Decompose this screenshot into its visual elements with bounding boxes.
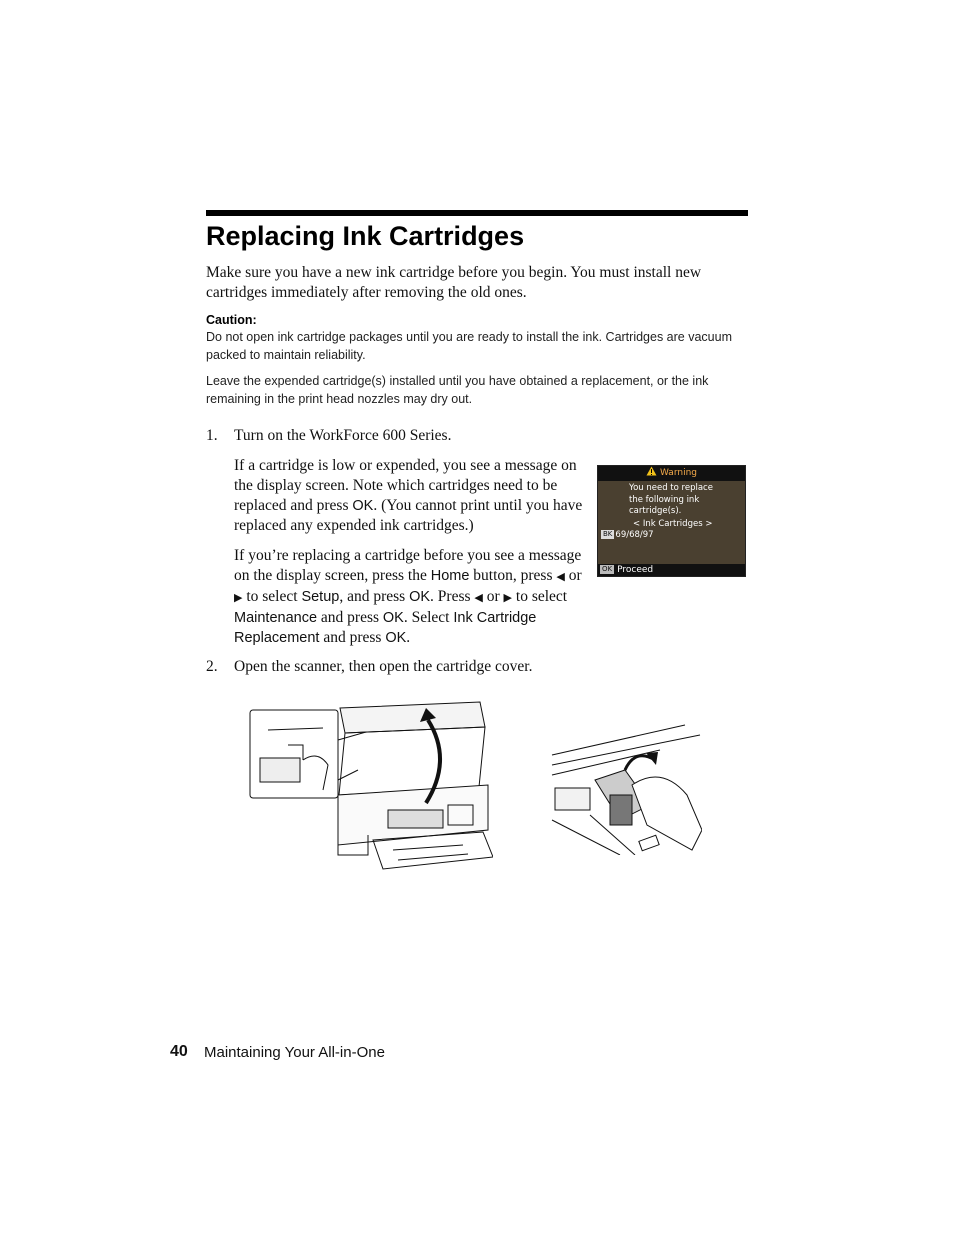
- lcd-title-bar: [598, 466, 745, 481]
- ok-button-ref: OK: [352, 498, 374, 514]
- lcd-cartridge-codes: [601, 530, 654, 541]
- lcd-line: cartridge(s).: [629, 506, 682, 516]
- footer-section-title: Maintaining Your All-in-One: [204, 1044, 385, 1061]
- text-run: or: [564, 567, 582, 584]
- step-1-paragraph-1: [234, 456, 586, 536]
- home-button-ref: Home: [430, 568, 470, 584]
- text-run: to select: [512, 588, 568, 605]
- ok-button-ref: OK: [409, 589, 431, 605]
- text-run: button, press: [469, 567, 557, 584]
- ink-cartridge-replacement-ref: Ink Cartridge Replacement: [234, 610, 537, 646]
- left-arrow-icon: ◀: [474, 591, 483, 604]
- step-2-text: Open the scanner, then open the cartridge cover.: [234, 658, 533, 675]
- step-1-paragraph-2: [234, 546, 586, 648]
- text-run: and press: [317, 609, 383, 626]
- proceed-label: Proceed: [617, 565, 654, 575]
- text-run: . Press: [430, 588, 475, 605]
- lcd-line: the following ink: [629, 494, 700, 505]
- lcd-line: You need to replace: [629, 483, 713, 493]
- lcd-title: Warning: [659, 468, 697, 478]
- text-run: to select: [242, 588, 302, 605]
- step-1-text: Turn on the WorkForce 600 Series.: [234, 427, 452, 444]
- page-number: 40: [170, 1043, 188, 1060]
- cartridge-cover-illustration: [550, 720, 702, 855]
- setup-menu-ref: Setup: [301, 589, 340, 605]
- intro-paragraph: Make sure you have a new ink cartridge before you begin. You must install new cartridges immediately after removing the old ones.: [206, 264, 702, 301]
- text-run: and press: [319, 629, 386, 646]
- step-2-number: 2.: [206, 658, 218, 675]
- cartridge-codes: 69/68/97: [615, 530, 654, 540]
- text-run: or: [482, 588, 504, 605]
- right-arrow-icon: ▶: [503, 591, 513, 604]
- lcd-ink-cartridges-selector: < Ink Cartridges >: [633, 519, 713, 529]
- step-1-number: 1.: [206, 427, 218, 444]
- text-run: . Select: [403, 609, 454, 626]
- ok-button-ref: OK: [385, 630, 407, 646]
- lcd-bottom-bar: [598, 564, 745, 576]
- left-arrow-icon: ◀: [556, 570, 565, 583]
- text-run: .: [406, 629, 411, 646]
- maintenance-menu-ref: Maintenance: [234, 610, 318, 626]
- caution-label: Caution:: [206, 313, 257, 327]
- page-title: Replacing Ink Cartridges: [206, 221, 525, 251]
- lcd-message: [629, 483, 713, 518]
- text-run: If a cartridge is low or expended, you see a message on the display screen. Note which cartridges need to be replaced and press: [234, 457, 577, 514]
- text-run: If you’re replacing a cartridge before you see a message on the display screen, press the: [234, 547, 582, 584]
- bk-label: BK: [603, 530, 613, 538]
- lcd-warning-screen: [597, 465, 746, 577]
- right-arrow-icon: ▶: [234, 591, 243, 604]
- text-run: , and press: [339, 588, 410, 605]
- caution-text-2: Leave the expended cartridge(s) installed until you have obtained a replacement, or the ink remaining in the print head nozzles may dry out.: [206, 374, 709, 406]
- warning-triangle-icon: [646, 466, 657, 482]
- ok-chip: OK: [602, 565, 613, 573]
- printer-open-illustration: [248, 700, 493, 875]
- text-run: . (You cannot print until you have replaced any expended ink cartridges.): [234, 497, 583, 534]
- ok-button-ref: OK: [382, 610, 404, 626]
- caution-text-1: Do not open ink cartridge packages until you are ready to install the ink. Cartridges are vacuum packed to maintain reliability.: [206, 330, 732, 362]
